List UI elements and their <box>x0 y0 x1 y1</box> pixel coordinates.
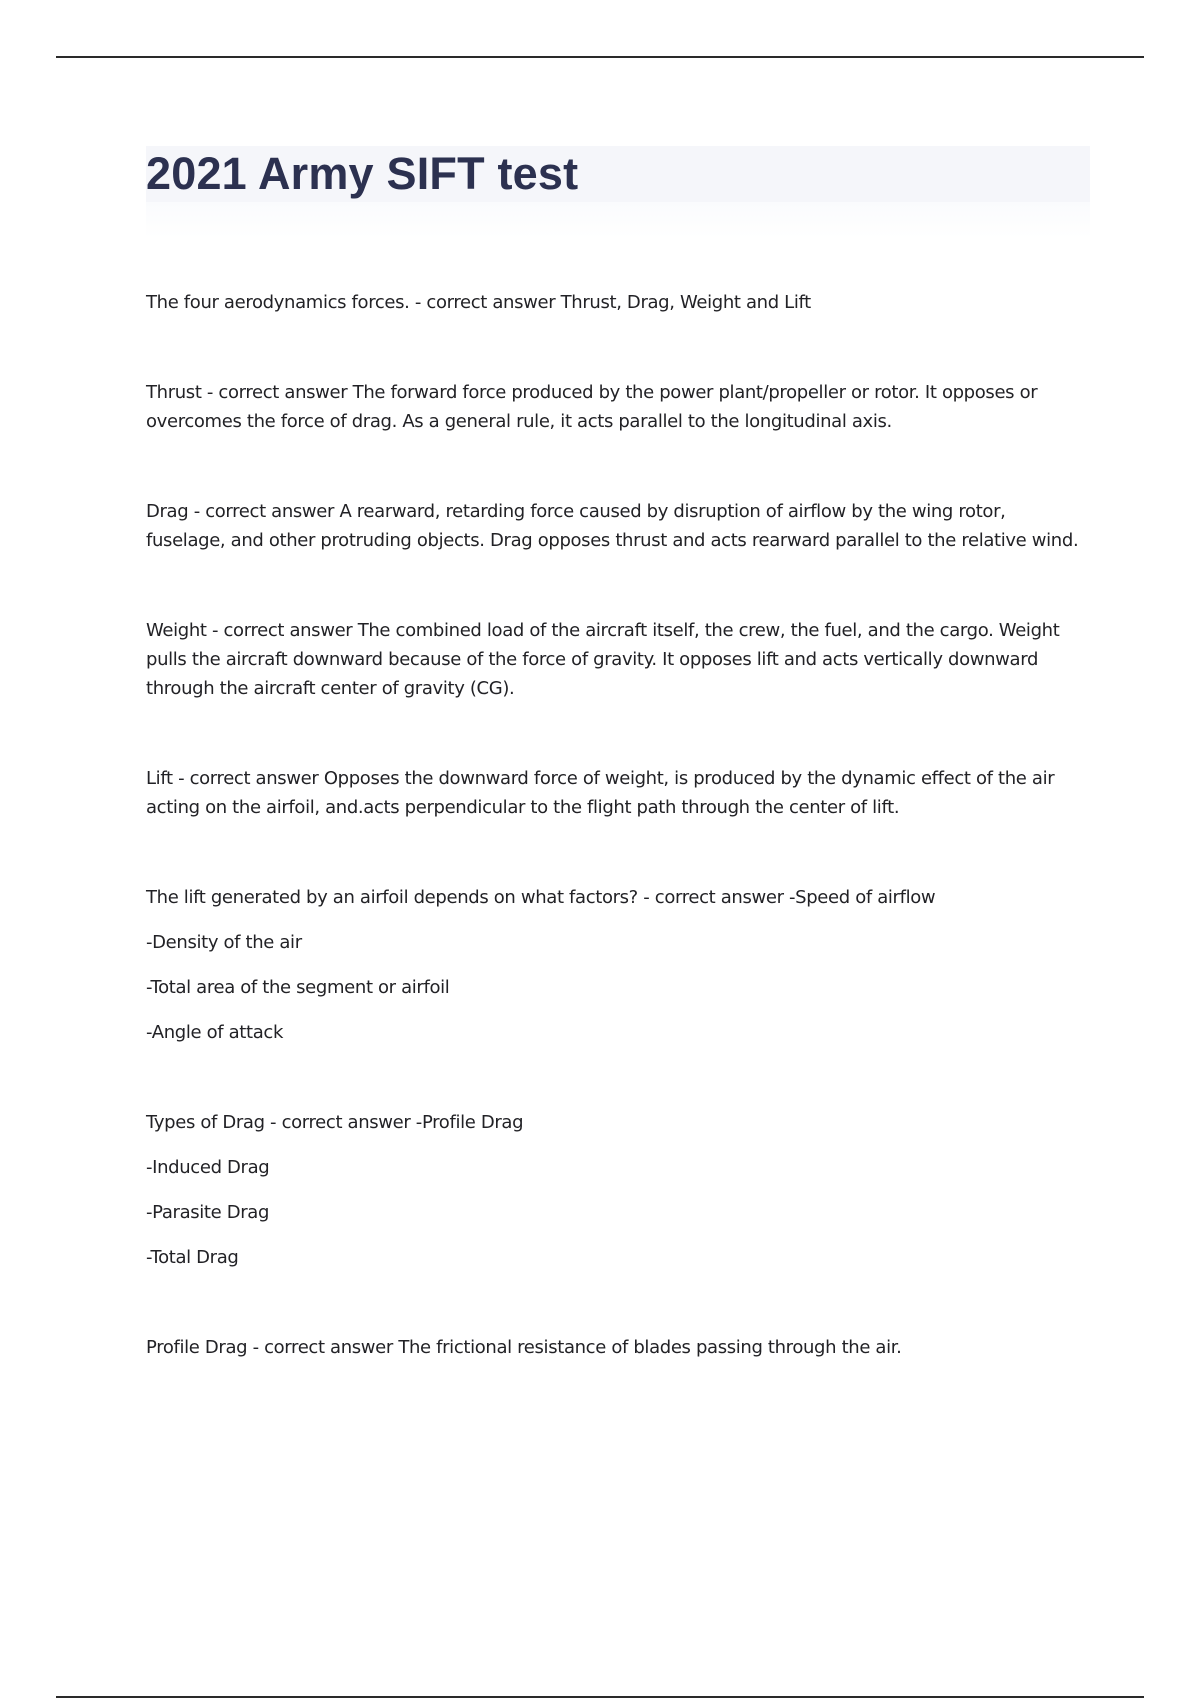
flashcard <box>146 616 1090 703</box>
flashcard <box>146 1333 1090 1362</box>
flashcard-text: The lift generated by an airfoil depends on what factors? - correct answer -Speed of airflow <box>146 887 936 908</box>
flashcard-text: Weight - correct answer The combined load of the aircraft itself, the crew, the fuel, and the cargo. Weight pulls the aircraft downward because of the force of gravity. It opposes lift and acts vertically downward through the aircraft center of gravity (CG). <box>146 620 1060 699</box>
document-title: 2021 Army SIFT test <box>146 148 579 199</box>
top-rule <box>56 56 1144 58</box>
flashcard <box>146 883 1090 1047</box>
flashcard-list-item: -Total Drag <box>146 1247 239 1268</box>
flashcard <box>146 288 1090 317</box>
flashcard-text: Thrust - correct answer The forward force produced by the power plant/propeller or rotor. It opposes or overcomes the force of drag. As a general rule, it acts parallel to the longitudinal axis. <box>146 382 1038 432</box>
flashcard <box>146 497 1090 555</box>
flashcard-text: Drag - correct answer A rearward, retarding force caused by disruption of airflow by the wing rotor, fuselage, and other protruding objects. Drag opposes thrust and acts rearward parallel to the relative wind. <box>146 501 1079 551</box>
flashcard <box>146 1108 1090 1272</box>
flashcard <box>146 764 1090 822</box>
title-band-fade <box>146 202 1090 238</box>
flashcard-list-item: -Angle of attack <box>146 1022 284 1043</box>
flashcard-text: Profile Drag - correct answer The frictional resistance of blades passing through the air. <box>146 1337 902 1358</box>
flashcard <box>146 378 1090 436</box>
flashcard-text: Lift - correct answer Opposes the downward force of weight, is produced by the dynamic effect of the air acting on the airfoil, and.acts perpendicular to the flight path through the center of lift. <box>146 768 1055 818</box>
flashcard-text: The four aerodynamics forces. - correct answer Thrust, Drag, Weight and Lift <box>146 292 811 313</box>
flashcard-text: Types of Drag - correct answer -Profile Drag <box>146 1112 524 1133</box>
flashcard-list-item: -Induced Drag <box>146 1157 270 1178</box>
flashcard-list <box>146 288 1090 1423</box>
flashcard-list-item: -Density of the air <box>146 932 302 953</box>
flashcard-list-item: -Total area of the segment or airfoil <box>146 977 450 998</box>
bottom-rule <box>56 1696 1144 1698</box>
flashcard-list-item: -Parasite Drag <box>146 1202 270 1223</box>
